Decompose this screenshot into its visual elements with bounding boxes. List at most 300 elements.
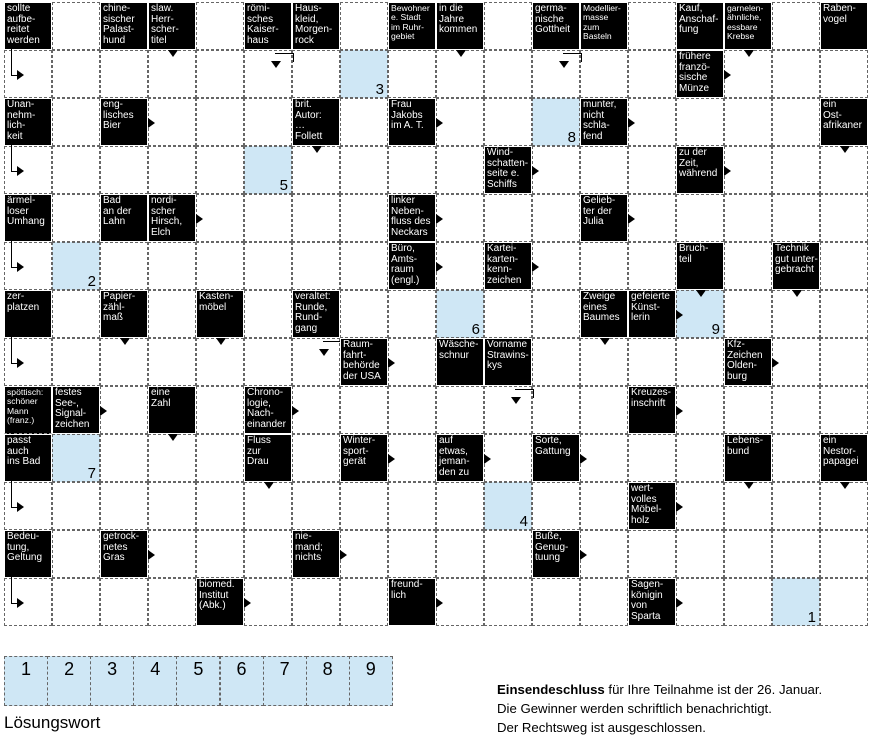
clue-cell	[436, 338, 484, 386]
solution-letter-cell[interactable]	[52, 242, 100, 290]
clue-cell	[676, 146, 724, 194]
clue-cell	[196, 290, 244, 338]
answer-cell[interactable]	[820, 386, 868, 434]
answer-cell[interactable]	[436, 146, 484, 194]
solution-letter-cell[interactable]	[340, 50, 388, 98]
info-deadline-text: für Ihre Teilnahme ist der 26. Januar.	[604, 682, 823, 697]
answer-cell[interactable]	[580, 482, 628, 530]
clue-text: Wäsche- schnur	[439, 339, 479, 361]
clue-arrow-icon	[628, 118, 635, 128]
answer-cell[interactable]	[436, 194, 484, 242]
answer-cell[interactable]	[532, 578, 580, 626]
clue-text: spöttisch: schöner Mann (franz.)	[7, 387, 44, 426]
answer-cell[interactable]	[244, 338, 292, 386]
clue-cell	[820, 2, 868, 50]
answer-cell[interactable]	[628, 434, 676, 482]
answer-cell[interactable]	[772, 50, 820, 98]
clue-cell	[4, 386, 52, 434]
answer-cell[interactable]	[244, 530, 292, 578]
clue-arrow-icon	[264, 482, 274, 489]
clue-arrow-icon	[319, 349, 329, 356]
clue-cell	[388, 242, 436, 290]
answer-cell[interactable]	[148, 146, 196, 194]
solution-letter-cell[interactable]	[532, 98, 580, 146]
answer-cell[interactable]	[628, 530, 676, 578]
clue-arrow-icon	[196, 214, 203, 224]
clue-cell	[244, 2, 292, 50]
clue-cell	[196, 578, 244, 626]
answer-cell[interactable]	[724, 194, 772, 242]
answer-cell[interactable]	[196, 434, 244, 482]
answer-cell[interactable]	[340, 2, 388, 50]
clue-arrow-icon	[271, 61, 281, 68]
answer-cell[interactable]	[676, 98, 724, 146]
clue-arrow-icon	[580, 454, 587, 464]
clue-cell	[100, 194, 148, 242]
answer-cell[interactable]	[772, 482, 820, 530]
answer-cell[interactable]	[148, 98, 196, 146]
answer-cell[interactable]	[196, 242, 244, 290]
clue-arrow-icon	[17, 502, 24, 512]
clue-arrow-icon	[532, 262, 539, 272]
clue-arrow-icon	[676, 502, 683, 512]
clue-arrow-icon	[292, 406, 299, 416]
solution-number: 2	[87, 273, 96, 290]
answer-cell[interactable]	[532, 146, 580, 194]
solution-word-cell[interactable]: 7	[263, 656, 307, 706]
clue-cell	[100, 530, 148, 578]
solution-word-title: Lösungswort	[4, 713, 101, 732]
answer-cell[interactable]	[100, 338, 148, 386]
answer-cell[interactable]	[436, 242, 484, 290]
answer-cell[interactable]	[580, 578, 628, 626]
clue-arrow-icon	[696, 290, 706, 297]
answer-cell[interactable]	[724, 530, 772, 578]
clue-cell	[772, 242, 820, 290]
answer-cell[interactable]	[724, 146, 772, 194]
answer-cell[interactable]	[532, 194, 580, 242]
answer-cell[interactable]	[484, 50, 532, 98]
info-line-1	[497, 680, 822, 699]
answer-cell[interactable]	[772, 338, 820, 386]
answer-cell[interactable]	[196, 386, 244, 434]
clue-cell	[148, 2, 196, 50]
clue-cell	[676, 50, 724, 98]
clue-cell	[532, 434, 580, 482]
answer-cell[interactable]	[820, 242, 868, 290]
clue-cell	[148, 386, 196, 434]
answer-cell[interactable]	[676, 578, 724, 626]
clue-cell	[4, 290, 52, 338]
clue-arrow-icon	[724, 70, 731, 80]
answer-cell[interactable]	[436, 386, 484, 434]
answer-cell[interactable]	[292, 578, 340, 626]
answer-cell[interactable]	[244, 578, 292, 626]
answer-cell[interactable]	[772, 530, 820, 578]
answer-cell[interactable]	[148, 482, 196, 530]
answer-cell[interactable]	[388, 386, 436, 434]
clue-cell	[580, 98, 628, 146]
answer-cell[interactable]	[628, 98, 676, 146]
answer-cell[interactable]	[388, 146, 436, 194]
answer-cell[interactable]	[820, 146, 868, 194]
answer-cell[interactable]	[628, 194, 676, 242]
clue-text: Bruch- teil	[679, 243, 709, 265]
answer-cell[interactable]	[340, 194, 388, 242]
answer-cell[interactable]	[484, 530, 532, 578]
answer-cell[interactable]	[292, 50, 340, 98]
clue-text: Sagen- königin von Sparta	[631, 579, 664, 622]
answer-cell[interactable]	[100, 50, 148, 98]
answer-cell[interactable]	[772, 434, 820, 482]
answer-cell[interactable]	[676, 194, 724, 242]
answer-cell[interactable]	[196, 2, 244, 50]
answer-cell[interactable]	[532, 242, 580, 290]
clue-cell	[676, 2, 724, 50]
answer-cell[interactable]	[580, 434, 628, 482]
answer-cell[interactable]	[820, 482, 868, 530]
clue-cell	[724, 2, 772, 50]
clue-cell	[724, 434, 772, 482]
clue-cell	[4, 530, 52, 578]
clue-arrow-icon	[168, 50, 178, 57]
clue-text: Raum- fahrt- behörde der USA	[343, 339, 381, 382]
clue-cell	[292, 530, 340, 578]
clue-text: zer- platzen	[7, 291, 40, 313]
solution-letter-cell[interactable]	[772, 578, 820, 626]
clue-cell	[292, 98, 340, 146]
answer-cell[interactable]	[484, 194, 532, 242]
answer-cell[interactable]	[772, 290, 820, 338]
clue-text: freund- lich	[391, 579, 423, 601]
clue-text: Buße, Genug- tuung	[535, 531, 569, 563]
answer-cell[interactable]	[724, 386, 772, 434]
answer-cell[interactable]	[436, 50, 484, 98]
clue-text: nordi- scher Hirsch, Elch	[151, 195, 183, 238]
clue-arrow-icon	[676, 406, 683, 416]
answer-cell[interactable]	[292, 242, 340, 290]
answer-cell[interactable]	[340, 386, 388, 434]
clue-cell	[292, 2, 340, 50]
clue-text: nie- mand; nichts	[295, 531, 323, 563]
solution-word-cell[interactable]: 4	[133, 656, 177, 706]
answer-cell[interactable]	[484, 578, 532, 626]
contest-info	[497, 680, 822, 737]
clue-arrow-icon	[436, 118, 443, 128]
clue-text: Bedeu- tung, Geltung	[7, 531, 43, 563]
answer-cell[interactable]	[580, 386, 628, 434]
clue-arrow-icon	[216, 338, 226, 345]
answer-cell[interactable]	[772, 386, 820, 434]
solution-letter-cell[interactable]	[52, 434, 100, 482]
clue-arrow-icon	[436, 598, 443, 608]
clue-cell	[100, 290, 148, 338]
answer-cell[interactable]	[772, 2, 820, 50]
answer-cell[interactable]	[484, 2, 532, 50]
clue-text: eng- lisches Bier	[103, 99, 134, 131]
answer-cell[interactable]	[52, 530, 100, 578]
clue-cell	[4, 98, 52, 146]
solution-number: 9	[711, 321, 720, 338]
clue-text: sollte aufbe- reitet werden	[7, 3, 40, 46]
answer-cell[interactable]	[772, 146, 820, 194]
clue-text: Chrono- logie, Nach- einander	[247, 387, 286, 430]
solution-letter-cell[interactable]	[244, 146, 292, 194]
answer-cell[interactable]	[148, 338, 196, 386]
answer-cell[interactable]	[580, 146, 628, 194]
clue-cell	[4, 434, 52, 482]
clue-text: zu der Zeit, während	[679, 147, 718, 179]
answer-cell[interactable]	[244, 194, 292, 242]
clue-cell	[292, 290, 340, 338]
answer-cell[interactable]	[52, 482, 100, 530]
answer-cell[interactable]	[676, 338, 724, 386]
answer-cell[interactable]	[676, 386, 724, 434]
clue-text: eine Zahl	[151, 387, 171, 409]
solution-word-row	[4, 656, 392, 706]
answer-cell[interactable]	[532, 290, 580, 338]
answer-cell[interactable]	[724, 578, 772, 626]
info-line-3: Der Rechtsweg ist ausgeschlossen.	[497, 720, 706, 735]
clue-cell	[628, 386, 676, 434]
answer-cell[interactable]	[340, 578, 388, 626]
clue-text: frühere franzö- sische Münze	[679, 51, 711, 94]
solution-word-cell[interactable]: 1	[4, 656, 48, 706]
clue-cell	[484, 242, 532, 290]
clue-text: ein Nestor- papagei	[823, 435, 859, 467]
answer-cell[interactable]	[244, 290, 292, 338]
solution-word-cell[interactable]: 8	[306, 656, 350, 706]
solution-word-cell[interactable]: 2	[47, 656, 91, 706]
clue-text: Vorname Strawins- kys	[487, 339, 529, 371]
answer-cell[interactable]	[628, 242, 676, 290]
clue-arrow-icon	[17, 262, 24, 272]
clue-cell	[388, 2, 436, 50]
clue-text: munter, nicht schla- fend	[583, 99, 617, 142]
answer-cell[interactable]	[196, 530, 244, 578]
solution-word-cell[interactable]: 6	[220, 656, 264, 706]
answer-cell[interactable]	[52, 338, 100, 386]
answer-cell[interactable]	[820, 530, 868, 578]
answer-cell[interactable]	[724, 50, 772, 98]
answer-cell[interactable]	[724, 242, 772, 290]
answer-cell[interactable]	[676, 530, 724, 578]
answer-cell[interactable]	[436, 578, 484, 626]
clue-arrow-icon	[744, 50, 754, 57]
answer-cell[interactable]	[244, 242, 292, 290]
answer-cell[interactable]	[340, 530, 388, 578]
answer-cell[interactable]	[820, 578, 868, 626]
answer-cell[interactable]	[52, 194, 100, 242]
answer-cell[interactable]	[244, 98, 292, 146]
solution-number: 3	[375, 81, 384, 98]
clue-arrow-icon	[244, 598, 251, 608]
answer-cell[interactable]	[52, 2, 100, 50]
clue-text: Bad an der Lahn	[103, 195, 132, 227]
answer-cell[interactable]	[148, 50, 196, 98]
answer-cell[interactable]	[148, 578, 196, 626]
answer-cell[interactable]	[484, 290, 532, 338]
answer-cell[interactable]	[52, 50, 100, 98]
clue-cell	[484, 146, 532, 194]
clue-text: Sorte, Gattung	[535, 435, 571, 457]
clue-cell	[100, 98, 148, 146]
answer-cell[interactable]	[148, 530, 196, 578]
answer-cell[interactable]	[100, 578, 148, 626]
answer-cell[interactable]	[148, 242, 196, 290]
answer-cell[interactable]	[100, 146, 148, 194]
answer-cell[interactable]	[100, 434, 148, 482]
clue-arrow-icon	[17, 358, 24, 368]
answer-cell[interactable]	[436, 98, 484, 146]
answer-cell[interactable]	[388, 482, 436, 530]
answer-cell[interactable]	[52, 98, 100, 146]
clue-arrow-icon	[580, 550, 587, 560]
solution-word-cell[interactable]: 5	[176, 656, 220, 706]
clue-arrow-icon	[792, 290, 802, 297]
clue-text: gefeierte Künst- lerin	[631, 291, 670, 323]
answer-cell[interactable]	[532, 482, 580, 530]
answer-cell[interactable]	[580, 50, 628, 98]
solution-letter-cell[interactable]	[436, 290, 484, 338]
clue-arrow-icon	[532, 166, 539, 176]
clue-text: Unan- nehm- lich- keit	[7, 99, 36, 142]
answer-cell[interactable]	[52, 290, 100, 338]
clue-arrow-icon	[628, 214, 635, 224]
solution-word-cell[interactable]: 9	[349, 656, 393, 706]
answer-cell[interactable]	[292, 482, 340, 530]
answer-cell[interactable]	[388, 290, 436, 338]
answer-cell[interactable]	[52, 146, 100, 194]
answer-cell[interactable]	[820, 338, 868, 386]
answer-cell[interactable]	[724, 482, 772, 530]
answer-cell[interactable]	[388, 530, 436, 578]
answer-cell[interactable]	[484, 434, 532, 482]
clue-text: Kreuzes- inschrift	[631, 387, 672, 409]
answer-cell[interactable]	[772, 98, 820, 146]
answer-cell[interactable]	[388, 434, 436, 482]
answer-cell[interactable]	[100, 386, 148, 434]
answer-cell[interactable]	[196, 98, 244, 146]
answer-cell[interactable]	[388, 338, 436, 386]
clue-arrow-icon	[511, 397, 521, 404]
answer-cell[interactable]	[436, 530, 484, 578]
clue-text: Kartei- karten- kenn- zeichen	[487, 243, 522, 286]
answer-cell[interactable]	[196, 146, 244, 194]
answer-cell[interactable]	[196, 482, 244, 530]
answer-cell[interactable]	[724, 98, 772, 146]
clue-arrow-icon	[17, 598, 24, 608]
clue-arrow-icon	[840, 482, 850, 489]
answer-cell[interactable]	[196, 50, 244, 98]
answer-cell[interactable]	[292, 146, 340, 194]
answer-cell[interactable]	[196, 194, 244, 242]
answer-cell[interactable]	[628, 146, 676, 194]
answer-cell[interactable]	[628, 50, 676, 98]
answer-cell[interactable]	[148, 290, 196, 338]
clue-cell	[388, 578, 436, 626]
clue-text: auf etwas, jeman- den zu	[439, 435, 470, 478]
info-deadline-label: Einsendeschluss	[497, 682, 605, 697]
clue-arrow-icon	[120, 338, 130, 345]
answer-cell[interactable]	[676, 434, 724, 482]
clue-arrow-icon	[100, 406, 107, 416]
answer-cell[interactable]	[532, 386, 580, 434]
answer-cell[interactable]	[436, 482, 484, 530]
answer-cell[interactable]	[100, 242, 148, 290]
answer-cell[interactable]	[820, 50, 868, 98]
clue-cell	[436, 434, 484, 482]
solution-number: 7	[87, 465, 96, 482]
answer-cell[interactable]	[340, 146, 388, 194]
answer-cell[interactable]	[580, 242, 628, 290]
solution-letter-cell[interactable]	[484, 482, 532, 530]
clue-cell	[148, 194, 196, 242]
clue-cell	[532, 530, 580, 578]
answer-cell[interactable]	[532, 338, 580, 386]
answer-cell[interactable]	[196, 338, 244, 386]
clue-arrow-icon	[312, 146, 322, 153]
answer-cell[interactable]	[820, 194, 868, 242]
clue-cell	[340, 434, 388, 482]
answer-cell[interactable]	[628, 338, 676, 386]
answer-cell[interactable]	[580, 530, 628, 578]
clue-cell	[580, 290, 628, 338]
clue-text: römi- sches Kaiser- haus	[247, 3, 279, 46]
clue-text: ärmel- loser Umhang	[7, 195, 45, 227]
clue-arrow-icon	[600, 338, 610, 345]
clue-arrow-icon	[676, 310, 683, 320]
solution-number: 4	[519, 513, 528, 530]
answer-cell[interactable]	[340, 482, 388, 530]
solution-word-cell[interactable]: 3	[90, 656, 134, 706]
clue-cell	[628, 578, 676, 626]
clue-text: germa- nische Gottheit	[535, 3, 571, 35]
answer-cell[interactable]	[244, 482, 292, 530]
answer-cell[interactable]	[820, 290, 868, 338]
answer-cell[interactable]	[148, 434, 196, 482]
clue-text: Modellier- masse zum Basteln	[583, 3, 621, 42]
answer-cell[interactable]	[580, 338, 628, 386]
answer-cell[interactable]	[292, 194, 340, 242]
answer-cell[interactable]	[292, 434, 340, 482]
answer-cell[interactable]	[484, 98, 532, 146]
clue-text: brit. Autor: … Follett	[295, 99, 323, 142]
answer-cell[interactable]	[52, 578, 100, 626]
clue-cell	[4, 194, 52, 242]
answer-cell[interactable]	[724, 290, 772, 338]
solution-letter-cell[interactable]	[676, 290, 724, 338]
answer-cell[interactable]	[628, 2, 676, 50]
clue-cell	[628, 290, 676, 338]
clue-text: passt auch ins Bad	[7, 435, 41, 467]
answer-cell[interactable]	[340, 290, 388, 338]
clue-arrow-icon	[17, 166, 24, 176]
solution-number: 6	[471, 321, 480, 338]
answer-cell[interactable]	[676, 482, 724, 530]
answer-cell[interactable]	[340, 98, 388, 146]
clue-cell	[436, 2, 484, 50]
clue-arrow-icon	[724, 166, 731, 176]
answer-cell[interactable]	[100, 482, 148, 530]
clue-cell	[4, 2, 52, 50]
answer-cell[interactable]	[340, 242, 388, 290]
clue-arrow-icon	[484, 454, 491, 464]
clue-text: Winter- sport- gerät	[343, 435, 376, 467]
answer-cell[interactable]	[388, 50, 436, 98]
answer-cell[interactable]	[772, 194, 820, 242]
answer-cell[interactable]	[292, 386, 340, 434]
